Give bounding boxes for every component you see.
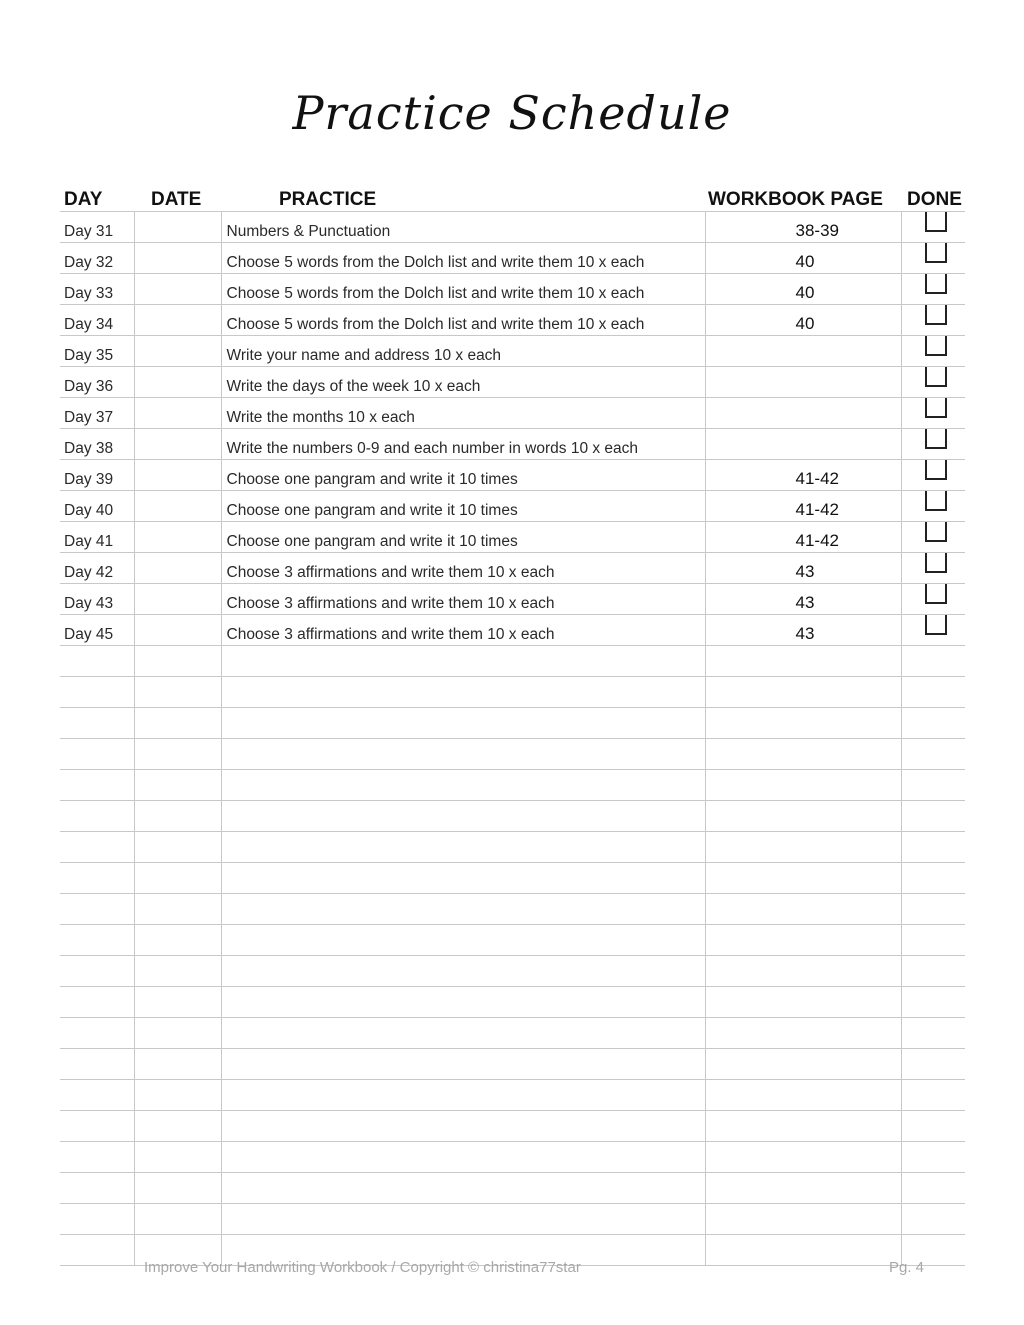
table-row <box>60 1049 965 1080</box>
day-cell <box>60 1142 134 1173</box>
done-checkbox[interactable] <box>925 305 947 326</box>
table-row <box>60 398 965 429</box>
workbook-page-cell: 41-42 <box>705 491 901 522</box>
day-cell: Day 43 <box>60 584 134 615</box>
table-row <box>60 243 965 274</box>
workbook-page-cell <box>705 1142 901 1173</box>
practice-cell <box>221 956 705 987</box>
day-cell <box>60 1049 134 1080</box>
date-cell[interactable] <box>134 677 221 708</box>
workbook-page-cell <box>705 770 901 801</box>
column-header-done: DONE <box>901 186 965 212</box>
workbook-page-cell <box>705 1018 901 1049</box>
done-cell <box>901 987 965 1018</box>
column-header-date: DATE <box>134 186 221 212</box>
practice-cell <box>221 1173 705 1204</box>
date-cell[interactable] <box>134 243 221 274</box>
table-row <box>60 1080 965 1111</box>
day-cell <box>60 801 134 832</box>
done-cell <box>901 367 965 398</box>
workbook-page-cell <box>705 429 901 460</box>
table-row <box>60 367 965 398</box>
practice-cell: Choose one pangram and write it 10 times <box>221 522 705 553</box>
date-cell[interactable] <box>134 336 221 367</box>
done-cell <box>901 1111 965 1142</box>
workbook-page-cell <box>705 987 901 1018</box>
practice-cell: Choose 5 words from the Dolch list and write them 10 x each <box>221 274 705 305</box>
workbook-page-cell <box>705 925 901 956</box>
table-row <box>60 491 965 522</box>
done-cell <box>901 863 965 894</box>
done-cell <box>901 832 965 863</box>
practice-cell <box>221 677 705 708</box>
practice-cell <box>221 770 705 801</box>
table-row <box>60 708 965 739</box>
done-checkbox[interactable] <box>925 274 947 295</box>
table-row <box>60 863 965 894</box>
practice-cell: Write the numbers 0-9 and each number in words 10 x each <box>221 429 705 460</box>
practice-cell <box>221 1080 705 1111</box>
column-header-day: DAY <box>60 186 134 212</box>
date-cell[interactable] <box>134 553 221 584</box>
workbook-page-cell <box>705 863 901 894</box>
day-cell: Day 34 <box>60 305 134 336</box>
practice-cell <box>221 894 705 925</box>
done-cell <box>901 398 965 429</box>
practice-cell <box>221 1049 705 1080</box>
workbook-page-cell: 40 <box>705 274 901 305</box>
done-cell <box>901 894 965 925</box>
practice-cell: Write the months 10 x each <box>221 398 705 429</box>
done-checkbox[interactable] <box>925 243 947 264</box>
done-cell <box>901 429 965 460</box>
table-row <box>60 677 965 708</box>
table-row <box>60 1173 965 1204</box>
date-cell[interactable] <box>134 584 221 615</box>
day-cell: Day 33 <box>60 274 134 305</box>
workbook-page-cell <box>705 367 901 398</box>
done-checkbox[interactable] <box>925 460 947 481</box>
date-cell[interactable] <box>134 1049 221 1080</box>
table-row <box>60 739 965 770</box>
done-checkbox[interactable] <box>925 615 947 636</box>
date-cell[interactable] <box>134 863 221 894</box>
day-cell <box>60 1111 134 1142</box>
practice-cell: Choose 5 words from the Dolch list and write them 10 x each <box>221 305 705 336</box>
workbook-page-cell <box>705 739 901 770</box>
workbook-page-cell: 38-39 <box>705 212 901 243</box>
done-checkbox[interactable] <box>925 398 947 419</box>
table-row <box>60 212 965 243</box>
table-row <box>60 336 965 367</box>
table-body <box>60 212 965 1266</box>
table-row <box>60 1142 965 1173</box>
page-title: Practice Schedule <box>292 86 732 140</box>
workbook-page-cell: 41-42 <box>705 522 901 553</box>
table-row <box>60 832 965 863</box>
workbook-page-cell: 40 <box>705 243 901 274</box>
workbook-page-cell <box>705 398 901 429</box>
practice-cell: Write the days of the week 10 x each <box>221 367 705 398</box>
done-cell <box>901 801 965 832</box>
practice-cell <box>221 1111 705 1142</box>
day-cell: Day 31 <box>60 212 134 243</box>
date-cell[interactable] <box>134 1018 221 1049</box>
practice-cell <box>221 987 705 1018</box>
workbook-page-cell: 43 <box>705 584 901 615</box>
practice-cell: Choose 3 affirmations and write them 10 x each <box>221 584 705 615</box>
workbook-page-cell: 41-42 <box>705 460 901 491</box>
table-row <box>60 305 965 336</box>
day-cell <box>60 1204 134 1235</box>
done-cell <box>901 615 965 646</box>
date-cell[interactable] <box>134 460 221 491</box>
day-cell <box>60 894 134 925</box>
date-cell[interactable] <box>134 212 221 243</box>
date-cell[interactable] <box>134 1080 221 1111</box>
practice-cell <box>221 1142 705 1173</box>
practice-cell <box>221 801 705 832</box>
day-cell <box>60 925 134 956</box>
practice-cell: Numbers & Punctuation <box>221 212 705 243</box>
workbook-page-cell <box>705 832 901 863</box>
workbook-page-cell <box>705 708 901 739</box>
date-cell[interactable] <box>134 305 221 336</box>
day-cell: Day 45 <box>60 615 134 646</box>
done-cell <box>901 956 965 987</box>
day-cell <box>60 832 134 863</box>
table-row <box>60 584 965 615</box>
done-checkbox[interactable] <box>925 336 947 357</box>
table-row <box>60 987 965 1018</box>
footer-credit: Improve Your Handwriting Workbook / Copyright © christina77star <box>144 1259 581 1276</box>
day-cell <box>60 770 134 801</box>
done-cell <box>901 243 965 274</box>
date-cell[interactable] <box>134 956 221 987</box>
done-cell <box>901 708 965 739</box>
practice-cell: Choose one pangram and write it 10 times <box>221 460 705 491</box>
day-cell <box>60 1080 134 1111</box>
day-cell: Day 42 <box>60 553 134 584</box>
done-cell <box>901 584 965 615</box>
workbook-page-cell: 43 <box>705 553 901 584</box>
date-cell[interactable] <box>134 894 221 925</box>
practice-cell <box>221 925 705 956</box>
practice-cell: Choose 3 affirmations and write them 10 x each <box>221 615 705 646</box>
table-row <box>60 522 965 553</box>
done-checkbox[interactable] <box>925 212 947 233</box>
table-row <box>60 615 965 646</box>
done-checkbox[interactable] <box>925 584 947 605</box>
column-header-workbook-page: WORKBOOK PAGE <box>705 186 901 212</box>
done-cell <box>901 212 965 243</box>
done-cell <box>901 553 965 584</box>
table-row <box>60 1204 965 1235</box>
workbook-page-cell <box>705 1111 901 1142</box>
practice-cell: Choose 3 affirmations and write them 10 x each <box>221 553 705 584</box>
table-row <box>60 1018 965 1049</box>
table-row <box>60 1111 965 1142</box>
day-cell: Day 37 <box>60 398 134 429</box>
date-cell[interactable] <box>134 739 221 770</box>
day-cell: Day 32 <box>60 243 134 274</box>
done-cell <box>901 305 965 336</box>
date-cell[interactable] <box>134 398 221 429</box>
day-cell <box>60 646 134 677</box>
practice-cell <box>221 1204 705 1235</box>
date-cell[interactable] <box>134 925 221 956</box>
day-cell <box>60 987 134 1018</box>
done-cell <box>901 1173 965 1204</box>
practice-cell <box>221 863 705 894</box>
date-cell[interactable] <box>134 646 221 677</box>
workbook-page-cell <box>705 677 901 708</box>
date-cell[interactable] <box>134 274 221 305</box>
practice-schedule-table <box>60 186 965 1266</box>
date-cell[interactable] <box>134 522 221 553</box>
table-row <box>60 770 965 801</box>
column-header-practice: PRACTICE <box>221 186 705 212</box>
workbook-page-cell <box>705 1204 901 1235</box>
done-cell <box>901 522 965 553</box>
day-cell: Day 38 <box>60 429 134 460</box>
done-checkbox[interactable] <box>925 429 947 450</box>
practice-cell <box>221 739 705 770</box>
workbook-page-cell <box>705 1080 901 1111</box>
day-cell <box>60 863 134 894</box>
day-cell: Day 41 <box>60 522 134 553</box>
done-checkbox[interactable] <box>925 522 947 543</box>
date-cell[interactable] <box>134 1111 221 1142</box>
practice-cell <box>221 708 705 739</box>
table-row <box>60 274 965 305</box>
day-cell: Day 35 <box>60 336 134 367</box>
done-cell <box>901 770 965 801</box>
practice-cell <box>221 646 705 677</box>
day-cell: Day 36 <box>60 367 134 398</box>
done-cell <box>901 677 965 708</box>
table-row <box>60 460 965 491</box>
day-cell <box>60 739 134 770</box>
day-cell <box>60 956 134 987</box>
practice-cell: Choose one pangram and write it 10 times <box>221 491 705 522</box>
done-cell <box>901 646 965 677</box>
workbook-page-cell: 40 <box>705 305 901 336</box>
date-cell[interactable] <box>134 1173 221 1204</box>
day-cell <box>60 1018 134 1049</box>
done-checkbox[interactable] <box>925 367 947 388</box>
date-cell[interactable] <box>134 429 221 460</box>
table-row <box>60 646 965 677</box>
done-cell <box>901 336 965 367</box>
date-cell[interactable] <box>134 1204 221 1235</box>
done-cell <box>901 1049 965 1080</box>
table-row <box>60 925 965 956</box>
date-cell[interactable] <box>134 832 221 863</box>
day-cell: Day 39 <box>60 460 134 491</box>
day-cell <box>60 1173 134 1204</box>
practice-cell: Write your name and address 10 x each <box>221 336 705 367</box>
done-checkbox[interactable] <box>925 553 947 574</box>
date-cell[interactable] <box>134 801 221 832</box>
done-cell <box>901 925 965 956</box>
date-cell[interactable] <box>134 615 221 646</box>
table-row <box>60 553 965 584</box>
done-cell <box>901 1018 965 1049</box>
workbook-page-cell <box>705 894 901 925</box>
day-cell: Day 40 <box>60 491 134 522</box>
workbook-page-cell <box>705 646 901 677</box>
done-cell <box>901 274 965 305</box>
workbook-page-cell <box>705 1049 901 1080</box>
practice-cell <box>221 1018 705 1049</box>
table-row <box>60 801 965 832</box>
date-cell[interactable] <box>134 987 221 1018</box>
done-cell <box>901 491 965 522</box>
done-cell <box>901 1080 965 1111</box>
workbook-page-cell <box>705 1235 901 1266</box>
table-row <box>60 894 965 925</box>
done-cell <box>901 1142 965 1173</box>
practice-cell <box>221 832 705 863</box>
date-cell[interactable] <box>134 367 221 398</box>
table-row <box>60 429 965 460</box>
workbook-page-cell <box>705 336 901 367</box>
workbook-page-cell: 43 <box>705 615 901 646</box>
workbook-page-cell <box>705 1173 901 1204</box>
practice-cell: Choose 5 words from the Dolch list and write them 10 x each <box>221 243 705 274</box>
workbook-page-cell <box>705 801 901 832</box>
date-cell[interactable] <box>134 1142 221 1173</box>
done-cell <box>901 460 965 491</box>
workbook-page-cell <box>705 956 901 987</box>
date-cell[interactable] <box>134 770 221 801</box>
done-checkbox[interactable] <box>925 491 947 512</box>
day-cell <box>60 708 134 739</box>
day-cell <box>60 1235 134 1266</box>
date-cell[interactable] <box>134 491 221 522</box>
table-row <box>60 956 965 987</box>
day-cell <box>60 677 134 708</box>
table-header-row <box>60 186 965 212</box>
done-cell <box>901 1204 965 1235</box>
footer-page-number: Pg. 4 <box>889 1259 925 1276</box>
done-cell <box>901 739 965 770</box>
date-cell[interactable] <box>134 708 221 739</box>
